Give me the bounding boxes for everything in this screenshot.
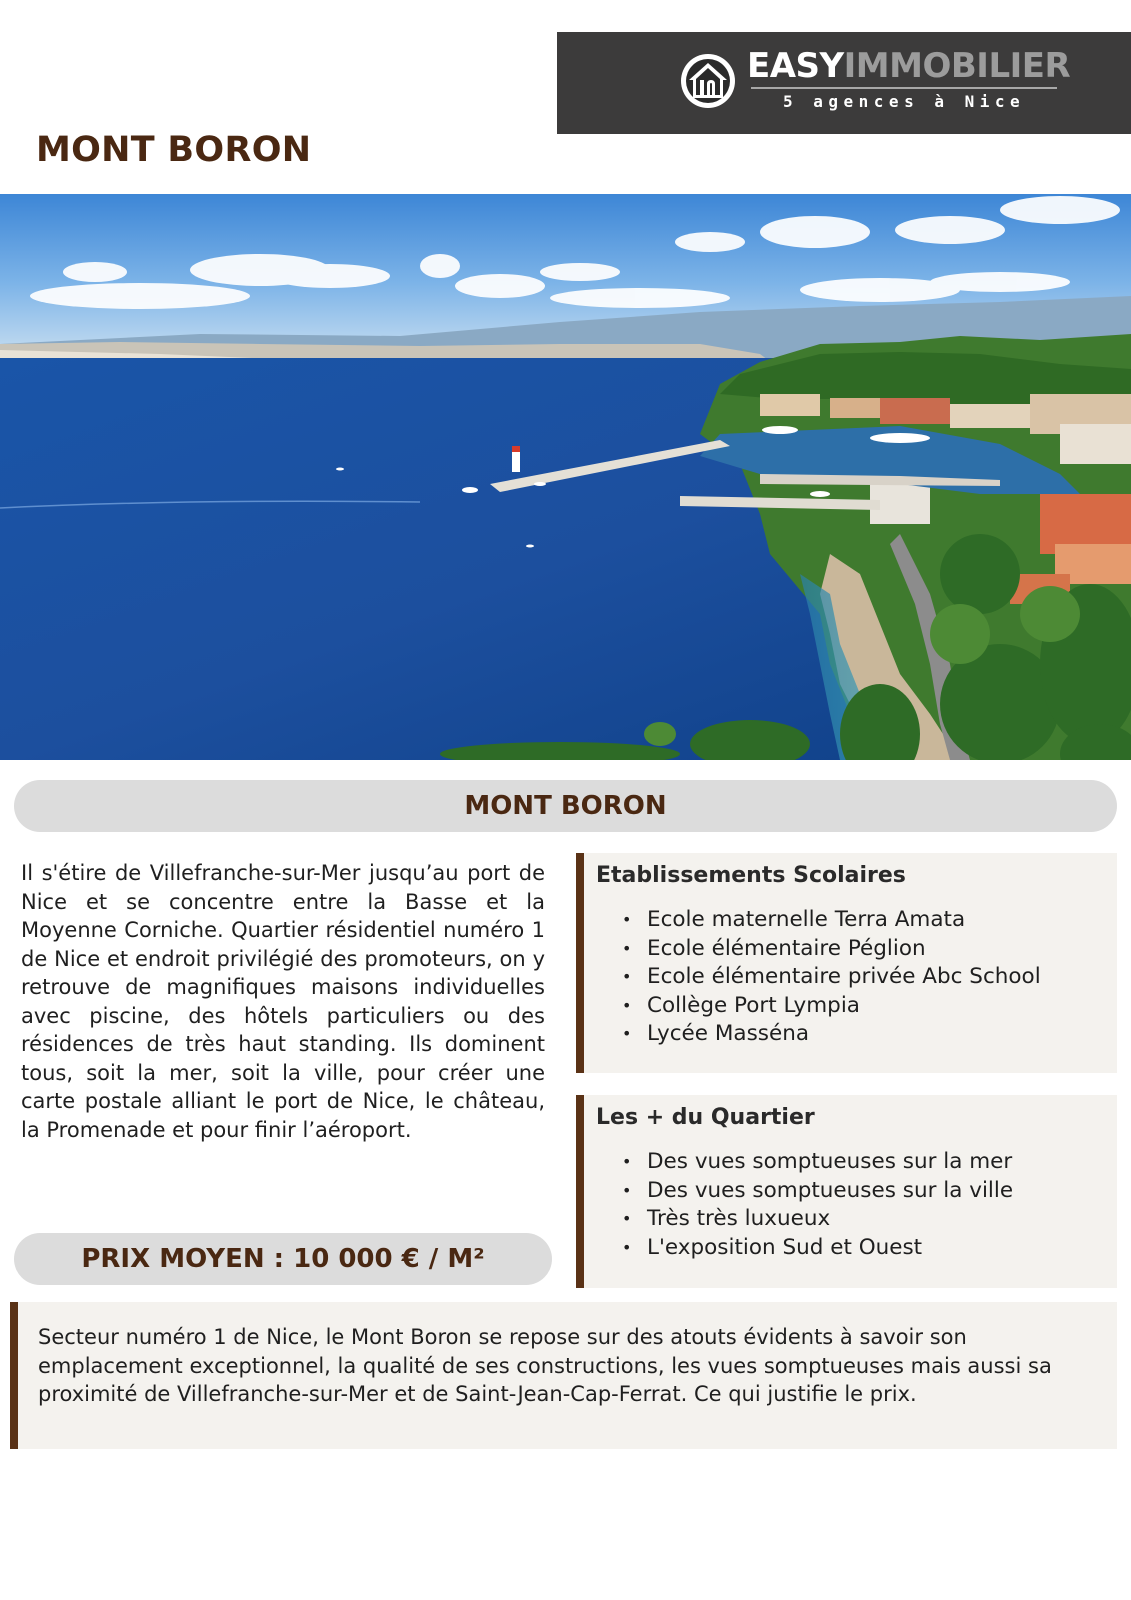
list-item: • Ecole élémentaire Péglion [622, 935, 1107, 964]
logo-name [747, 46, 1070, 86]
schools-heading: Etablissements Scolaires [596, 863, 906, 888]
brand-logo [557, 32, 1131, 134]
average-price-badge: PRIX MOYEN : 10 000 € / M² [14, 1233, 552, 1285]
logo-tagline: 5 agences à Nice [783, 92, 1026, 111]
list-item: • Des vues somptueuses sur la ville [622, 1177, 1107, 1206]
list-item: • Lycée Masséna [622, 1020, 1107, 1049]
list-item: • Ecole maternelle Terra Amata [622, 906, 1107, 935]
schools-list [596, 906, 1107, 1049]
highlights-heading: Les + du Quartier [596, 1105, 815, 1130]
list-item: • Collège Port Lympia [622, 992, 1107, 1021]
schools-box [576, 853, 1117, 1073]
list-item: • L'exposition Sud et Ouest [622, 1234, 1107, 1263]
summary-paragraph: Secteur numéro 1 de Nice, le Mont Boron se repose sur des atouts évidents à savoir son emplacement exceptionnel, la qualité de ses constructions, les vues somptueuses mais aussi sa proximité de Villefranche-sur-Mer et de Saint-Jean-Cap-Ferrat. Ce qui justifie le prix. [38, 1325, 1052, 1406]
page-title: MONT BORON [36, 130, 312, 170]
bay-landscape-illustration [0, 194, 1131, 760]
logo-wordmark [747, 46, 1070, 111]
neighborhood-highlights-box [576, 1095, 1117, 1288]
section-title-bar: MONT BORON [14, 780, 1117, 832]
hero-photo [0, 194, 1131, 760]
intro-paragraph: Il s'étire de Villefranche-sur-Mer jusqu’au port de Nice et se concentre entre la Basse et la Moyenne Corniche. Quartier résidentiel numéro 1 de Nice et endroit privilégié des promoteurs, on y retrouve de magnifiques maisons individuelles avec piscine, des hôtels particuliers ou des résidences de très haut standing. Ils dominent tous, soit la mer, soit la ville, pour créer une carte postale alliant le port de Nice, le château, la Promenade et pour finir l’aéroport. [21, 861, 545, 1142]
list-item: • Des vues somptueuses sur la mer [622, 1148, 1107, 1177]
logo-name-second: IMMOBILIER [843, 46, 1071, 86]
logo-name-first: EASY [747, 46, 844, 86]
highlights-list [596, 1148, 1107, 1262]
list-item: • Très très luxueux [622, 1205, 1107, 1234]
summary-box [10, 1302, 1117, 1449]
logo-divider [751, 87, 1057, 89]
house-in-circle-icon [678, 51, 738, 111]
list-item: • Ecole élémentaire privée Abc School [622, 963, 1107, 992]
